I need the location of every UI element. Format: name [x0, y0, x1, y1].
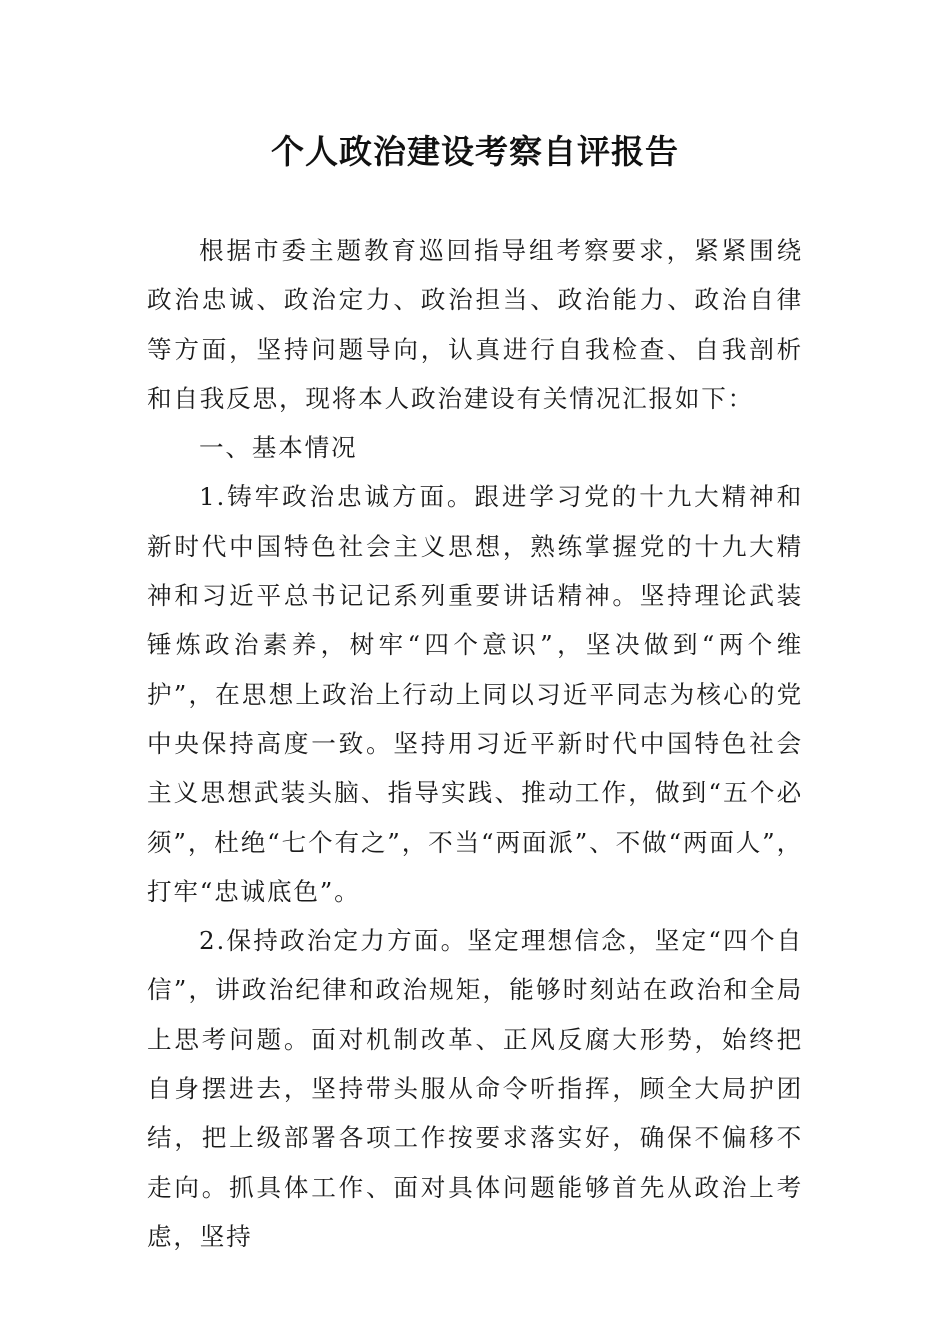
- document-title: 个人政治建设考察自评报告: [271, 132, 679, 171]
- intro-paragraph: 根据市委主题教育巡回指导组考察要求，紧紧围绕政治忠诚、政治定力、政治担当、政治能力、政治自律等方面，坚持问题导向，认真进行自我检查、自我剖析和自我反思，现将本人政治建设有关情况汇报如下：: [147, 236, 803, 413]
- paragraph-political-loyalty: 1.铸牢政治忠诚方面。跟进学习党的十九大精神和新时代中国特色社会主义思想，熟练掌握党的十九大精神和习近平总书记记系列重要讲话精神。坚持理论武装锤炼政治素养，树牢“四个意识”，坚决做到“两个维护”，在思想上政治上行动上同以习近平同志为核心的党中央保持高度一致。坚持用习近平新时代中国特色社会主义思想武装头脑、指导实践、推动工作，做到“五个必须”，杜绝“七个有之”，不当“两面派”、不做“两面人”，打牢“忠诚底色”。: [147, 482, 803, 906]
- document-body: [147, 226, 803, 1261]
- section-heading-basic: 一、基本情况: [199, 433, 358, 463]
- paragraph-political-resolve: 2.保持政治定力方面。坚定理想信念，坚定“四个自信”，讲政治纪律和政治规矩，能够时刻站在政治和全局上思考问题。面对机制改革、正风反腐大形势，始终把自身摆进去，坚持带头服从命令听指挥，顾全大局护团结，把上级部署各项工作按要求落实好，确保不偏移不走向。抓具体工作、面对具体问题能够首先从政治上考虑，坚持: [147, 926, 803, 1251]
